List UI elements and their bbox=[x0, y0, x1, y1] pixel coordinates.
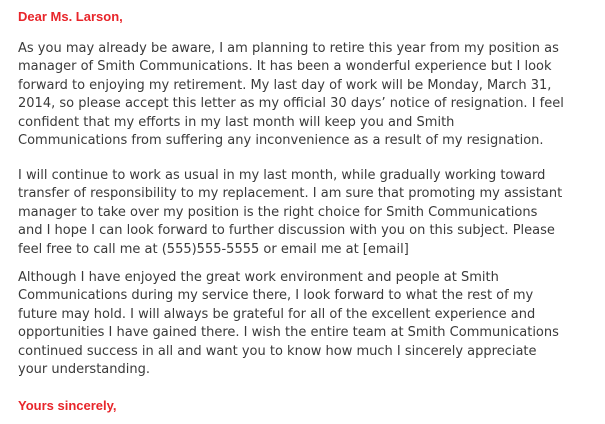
paragraph-line: manager to take over my position is the right choice for Smith Communications bbox=[18, 204, 538, 220]
paragraph-line: and I hope I can look forward to further discussion with you on this subject. Please bbox=[18, 223, 555, 239]
paragraph-line: Communications during my service there, I look forward to what the rest of my bbox=[18, 288, 534, 304]
paragraph-line: confident that my efforts in my last month will keep you and Smith bbox=[18, 114, 455, 130]
paragraph-line: opportunities I have gained there. I wish the entire team at Smith Communications bbox=[18, 325, 559, 341]
paragraph-gratitude bbox=[18, 269, 603, 379]
paragraph-line: transfer of responsibility to my replacement. I am sure that promoting my assistant bbox=[18, 186, 563, 202]
paragraph-line: future may hold. I will always be grateful for all of the excellent experience and bbox=[18, 306, 536, 322]
paragraph-transition bbox=[18, 167, 603, 259]
closing: Yours sincerely, bbox=[18, 398, 117, 413]
paragraph-line: continued success in all and want you to know how much I sincerely appreciate bbox=[18, 343, 537, 359]
paragraph-line: 2014, so please accept this letter as my official 30 days’ notice of resignation. I feel bbox=[18, 96, 564, 112]
paragraph-line: feel free to call me at (555)555-5555 or email me at [email] bbox=[18, 241, 409, 257]
paragraph-line: I will continue to work as usual in my last month, while gradually working toward bbox=[18, 168, 546, 183]
paragraph-line: Communications from suffering any inconvenience as a result of my resignation. bbox=[18, 133, 544, 149]
paragraph-line: manager of Smith Communications. It has been a wonderful experience but I look bbox=[18, 59, 552, 75]
paragraph-line: As you may already be aware, I am planning to retire this year from my position as bbox=[18, 41, 559, 56]
salutation: Dear Ms. Larson, bbox=[18, 9, 123, 24]
paragraph-retirement-notice bbox=[18, 40, 603, 150]
paragraph-line: forward to enjoying my retirement. My last day of work will be Monday, March 31, bbox=[18, 77, 552, 93]
paragraph-line: your understanding. bbox=[18, 362, 150, 378]
paragraph-line: Although I have enjoyed the great work environment and people at Smith bbox=[18, 270, 499, 285]
